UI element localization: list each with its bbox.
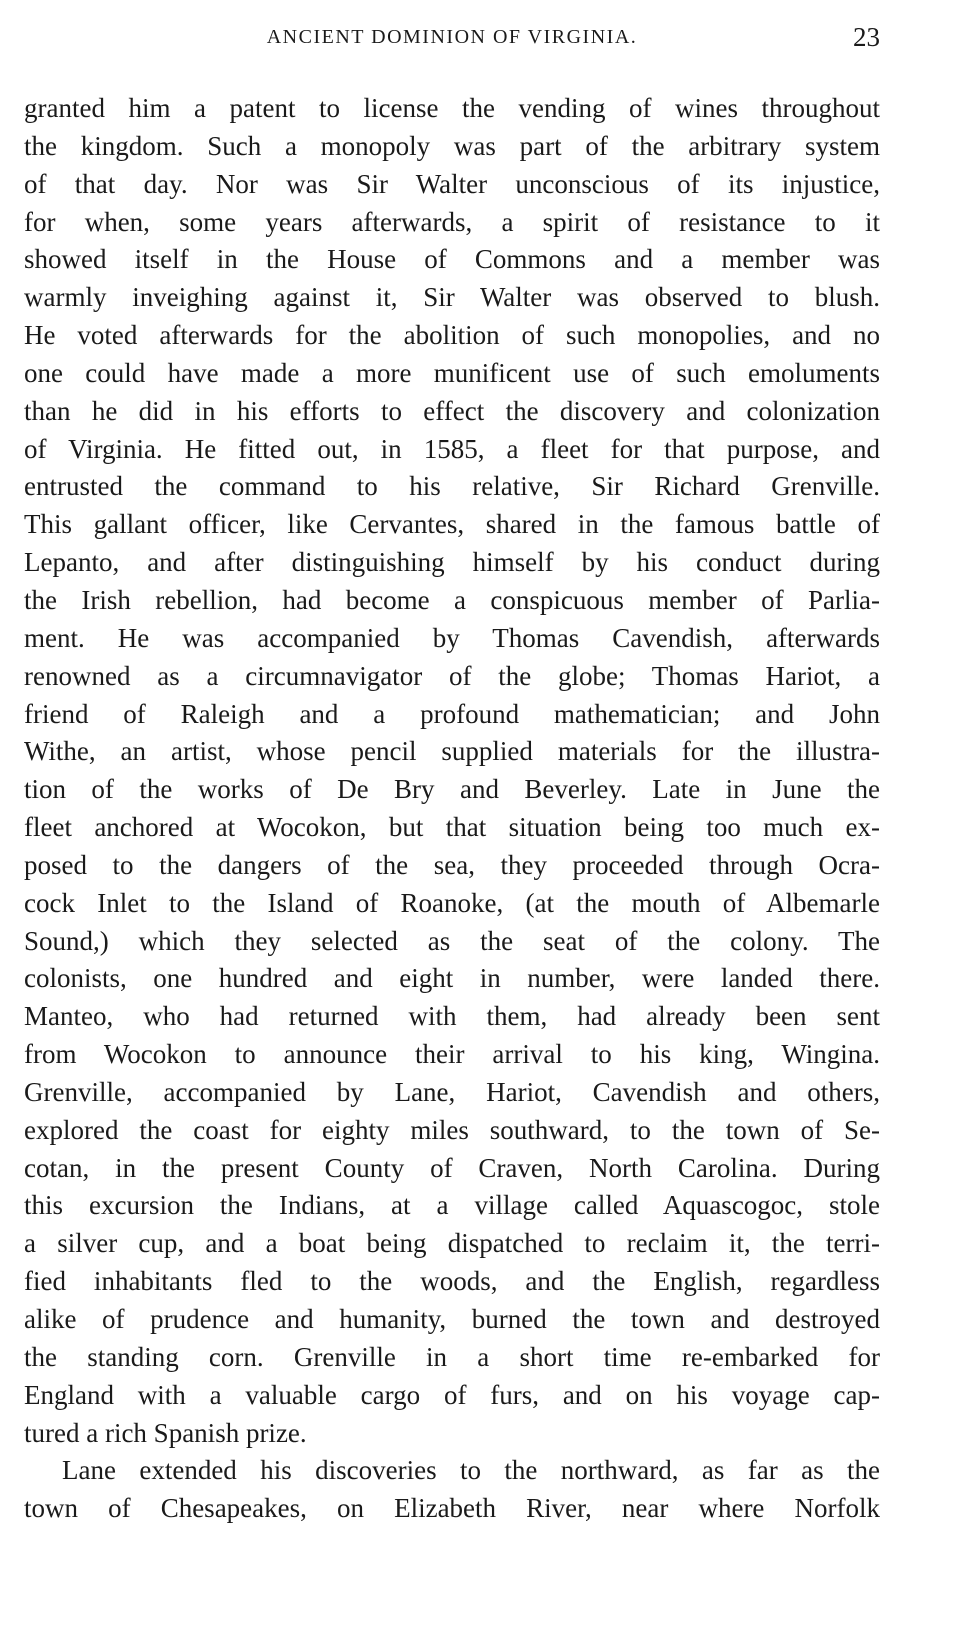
text-line: cotan, in the present County of Craven, North Carolina. During bbox=[24, 1152, 880, 1183]
text-line: friend of Raleigh and a profound mathematician; and John bbox=[24, 698, 880, 729]
text-line: warmly inveighing against it, Sir Walter was observed to blush. bbox=[24, 282, 880, 313]
body-text bbox=[24, 90, 880, 1528]
text-line: for when, some years afterwards, a spirit of resistance to it bbox=[24, 206, 880, 237]
text-line: fied inhabitants fled to the woods, and the English, regardless bbox=[24, 1266, 880, 1297]
paragraph bbox=[24, 90, 880, 1452]
text-line: fleet anchored at Wocokon, but that situation being too much ex- bbox=[24, 812, 880, 843]
text-line: tured a rich Spanish prize. bbox=[24, 1417, 307, 1448]
text-line: of that day. Nor was Sir Walter unconscious of its injustice, bbox=[24, 168, 880, 199]
text-line: Grenville, accompanied by Lane, Hariot, Cavendish and others, bbox=[24, 1076, 880, 1107]
text-line: renowned as a circumnavigator of the globe; Thomas Hariot, a bbox=[24, 660, 880, 691]
text-line: of Virginia. He fitted out, in 1585, a fleet for that purpose, and bbox=[24, 433, 880, 464]
text-line: Lepanto, and after distinguishing himself by his conduct during bbox=[24, 547, 880, 578]
text-line: colonists, one hundred and eight in number, were landed there. bbox=[24, 963, 880, 994]
running-head bbox=[24, 22, 880, 62]
text-line: explored the coast for eighty miles southward, to the town of Se- bbox=[24, 1114, 880, 1145]
text-line: the standing corn. Grenville in a short time re-embarked for bbox=[24, 1341, 880, 1372]
text-line: the kingdom. Such a monopoly was part of the arbitrary system bbox=[24, 130, 880, 161]
page-number: 23 bbox=[853, 22, 880, 52]
text-line: Lane extended his discoveries to the northward, as far as the bbox=[62, 1455, 880, 1486]
text-line: Sound,) which they selected as the seat of the colony. The bbox=[24, 925, 880, 956]
text-line: than he did in his efforts to effect the discovery and colonization bbox=[24, 395, 880, 426]
text-line: the Irish rebellion, had become a conspicuous member of Parlia- bbox=[24, 584, 880, 615]
text-line: ment. He was accompanied by Thomas Cavendish, afterwards bbox=[24, 622, 880, 653]
text-line: England with a valuable cargo of furs, and on his voyage cap- bbox=[24, 1379, 880, 1410]
text-line: a silver cup, and a boat being dispatched to reclaim it, the terri- bbox=[24, 1228, 880, 1259]
text-line: He voted afterwards for the abolition of such monopolies, and no bbox=[24, 320, 880, 351]
text-line: this excursion the Indians, at a village called Aquascogoc, stole bbox=[24, 1190, 880, 1221]
text-line: This gallant officer, like Cervantes, shared in the famous battle of bbox=[24, 509, 880, 540]
text-line: one could have made a more munificent use of such emoluments bbox=[24, 357, 880, 388]
text-line: tion of the works of De Bry and Beverley. Late in June the bbox=[24, 774, 880, 805]
text-line: alike of prudence and humanity, burned the town and destroyed bbox=[24, 1304, 880, 1334]
paragraph bbox=[24, 1452, 880, 1528]
text-line: showed itself in the House of Commons and a member was bbox=[24, 244, 880, 275]
text-line: Manteo, who had returned with them, had already been sent bbox=[24, 1001, 880, 1032]
text-line: granted him a patent to license the vending of wines throughout bbox=[24, 93, 880, 123]
text-line: entrusted the command to his relative, Sir Richard Grenville. bbox=[24, 471, 880, 502]
running-title: ANCIENT DOMINION OF VIRGINIA. bbox=[266, 26, 638, 48]
text-line: town of Chesapeakes, on Elizabeth River, near where Norfolk bbox=[24, 1493, 880, 1524]
text-line: Withe, an artist, whose pencil supplied materials for the illustra- bbox=[24, 736, 880, 767]
text-line: cock Inlet to the Island of Roanoke, (at the mouth of Albemarle bbox=[24, 887, 880, 918]
text-line: posed to the dangers of the sea, they proceeded through Ocra- bbox=[24, 849, 880, 880]
text-line: from Wocokon to announce their arrival to his king, Wingina. bbox=[24, 1039, 880, 1070]
